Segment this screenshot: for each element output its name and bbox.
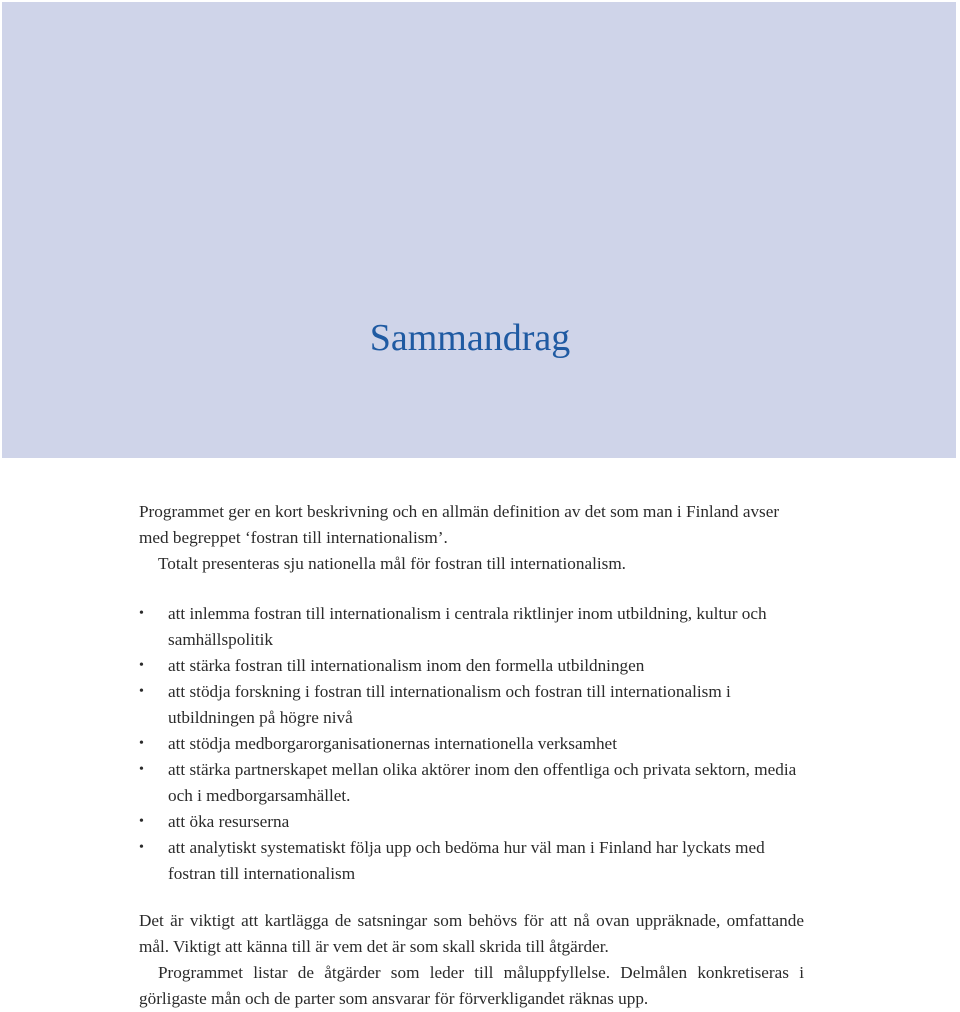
header-band	[2, 2, 956, 458]
list-item-text: att stärka partnerskapet mellan olika aktörer inom den offentliga och privata sektorn, media och i medborgarsamhället.	[168, 760, 797, 805]
bullet-icon: •	[139, 736, 144, 751]
list-item-text: att stödja medborgarorganisationernas internationella verksamhet	[168, 734, 617, 753]
list-item	[139, 679, 804, 731]
bullet-icon: •	[139, 606, 144, 621]
bullet-icon: •	[139, 762, 144, 777]
list-item	[139, 601, 804, 653]
list-item	[139, 757, 804, 809]
intro-paragraph: Totalt presenteras sju nationella mål för fostran till internationalism.	[158, 554, 626, 573]
bullet-icon: •	[139, 658, 144, 673]
list-item-text: att stärka fostran till internationalism inom den formella utbildningen	[168, 656, 645, 675]
intro-section	[139, 499, 804, 577]
list-item-text: att analytiskt systematiskt följa upp och bedöma hur väl man i Finland har lyckats med fostran till internationalism	[168, 838, 765, 883]
list-item	[139, 809, 804, 835]
closing-section	[139, 908, 804, 1012]
list-item-text: att inlemma fostran till internationalism i centrala riktlinjer inom utbildning, kultur och samhällspolitik	[168, 604, 767, 649]
bullet-icon: •	[139, 684, 144, 699]
list-item-text: att öka resurserna	[168, 812, 290, 831]
closing-paragraph: Programmet listar de åtgärder som leder till måluppfyllelse. Delmålen konkretiseras i görligaste mån och de parter som ansvarar för förverkligandet räknas upp.	[139, 963, 804, 1008]
list-item-text: att stödja forskning i fostran till internationalism och fostran till internationalism i utbildningen på högre nivå	[168, 682, 731, 727]
list-item	[139, 835, 804, 887]
list-item	[139, 653, 804, 679]
list-item	[139, 731, 804, 757]
intro-paragraph: Programmet ger en kort beskrivning och en allmän definition av det som man i Finland avser med begreppet ‘fostran till internationalism’.	[139, 502, 780, 547]
goal-list	[139, 601, 804, 887]
bullet-icon: •	[139, 814, 144, 829]
page-title: Sammandrag	[369, 317, 571, 359]
bullet-icon: •	[139, 840, 144, 855]
closing-paragraph: Det är viktigt att kartlägga de satsningar som behövs för att nå ovan uppräknade, omfattande mål. Viktigt att känna till är vem det är som skall skrida till åtgärder.	[139, 911, 804, 956]
